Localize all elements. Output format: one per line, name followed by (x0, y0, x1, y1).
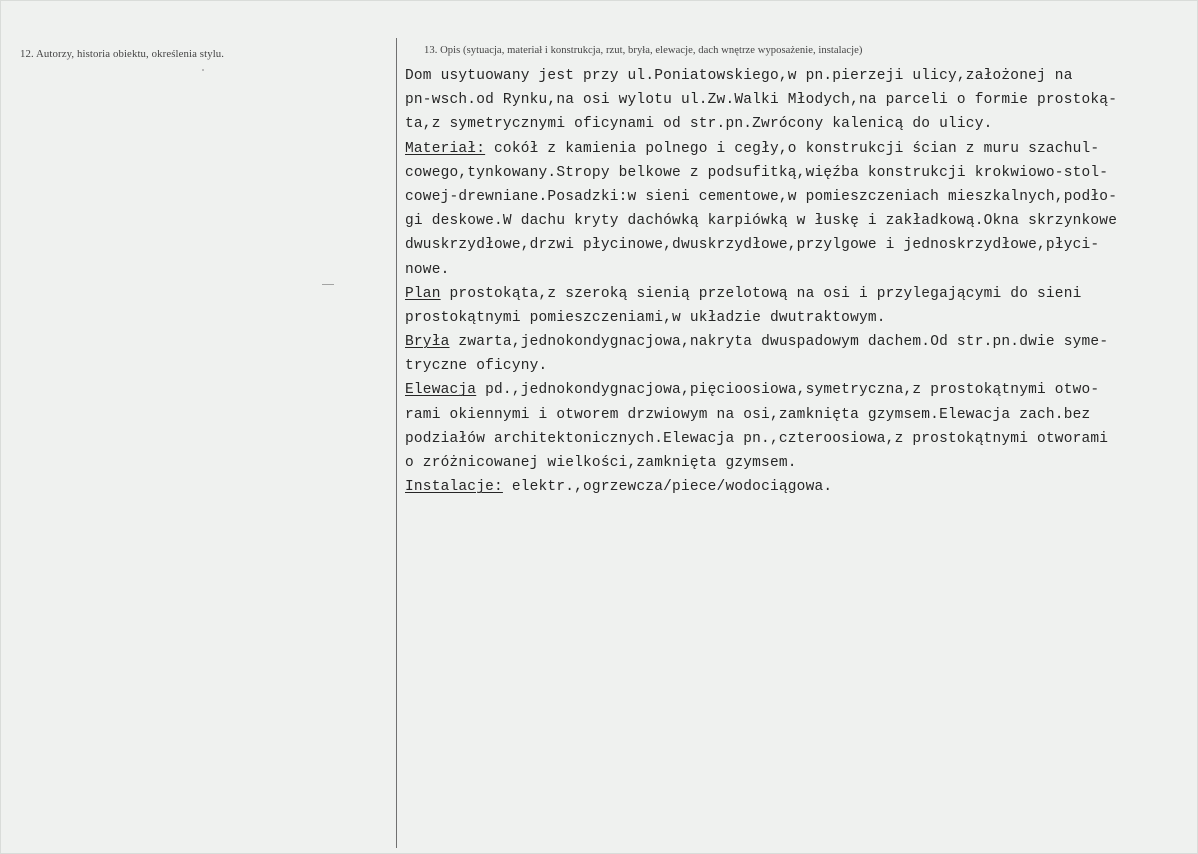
massing-text: zwarta,jednokondygnacjowa,nakryta dwuspadowym dachem.Od str.pn.dwie syme- (449, 334, 1109, 351)
column-divider (396, 38, 397, 848)
plan-line (405, 282, 1190, 306)
massing-label: Bryła (405, 334, 450, 351)
text-line: prostokątnymi pomieszczeniami,w układzie dwutraktowym. (405, 309, 886, 326)
plan-label: Plan (405, 285, 441, 302)
text-line: tryczne oficyny. (405, 358, 548, 375)
text-line: o zróżnicowanej wielkości,zamknięta gzymsem. (405, 455, 797, 471)
installations-text: elektr.,ogrzewcza/piece/wodociągowa. (502, 479, 833, 496)
paper-speck (202, 69, 204, 71)
text-line: ta,z symetrycznymi oficynami od str.pn.Zwrócony kalenicą do ulicy. (405, 116, 993, 133)
text-line: Dom usytuowany jest przy ul.Poniatowskiego,w pn.pierzeji ulicy,założonej na (405, 68, 1073, 84)
section-13-header: 13. Opis (sytuacja, materiał i konstrukcja, rzut, bryła, elewacje, dach wnętrze wyposażenie, instalacje) (424, 45, 863, 56)
text-line: podziałów architektonicznych.Elewacja pn.,czteroosiowa,z prostokątnymi otworami (405, 430, 1109, 447)
elevation-text: pd.,jednokondygnacjowa,pięcioosiowa,symetryczna,z prostokątnymi otwo- (476, 382, 1100, 399)
material-text: cokół z kamienia polnego i cegły,o konstrukcji ścian z muru szachul- (485, 140, 1100, 157)
text-line: cowej-drewniane.Posadzki:w sieni cementowe,w pomieszczeniach mieszkalnych,podło- (405, 188, 1118, 205)
massing-line (405, 330, 1190, 354)
plan-text: prostokąta,z szeroką sienią przelotową na osi i przylegającymi do sieni (440, 285, 1082, 302)
margin-mark (322, 284, 334, 285)
section-12-header: 12. Autorzy, historia obiektu, określenia stylu. (20, 48, 225, 60)
text-line: dwuskrzydłowe,drzwi płycinowe,dwuskrzydłowe,przylgowe i jednoskrzydłowe,płyci- (405, 237, 1100, 254)
elevation-label: Elewacja (405, 382, 477, 399)
text-line: rami okiennymi i otworem drzwiowym na osi,zamknięta gzymsem.Elewacja zach.bez (405, 406, 1091, 423)
material-line (405, 137, 1190, 161)
installations-label: Instalacje: (405, 479, 503, 496)
elevation-line (405, 378, 1190, 402)
installations-line (405, 475, 1190, 499)
text-line: gi deskowe.W dachu kryty dachówką karpiówką w łuskę i zakładkową.Okna skrzynkowe (405, 213, 1118, 230)
description-text-block (405, 64, 1190, 499)
text-line: nowe. (405, 261, 450, 278)
text-line: cowego,tynkowany.Stropy belkowe z podsufitką,więźba konstrukcji krokwiowo-stol- (405, 164, 1109, 181)
material-label: Materiał: (405, 140, 486, 157)
text-line: pn-wsch.od Rynku,na osi wylotu ul.Zw.Walki Młodych,na parceli o formie prostoką- (405, 92, 1118, 109)
